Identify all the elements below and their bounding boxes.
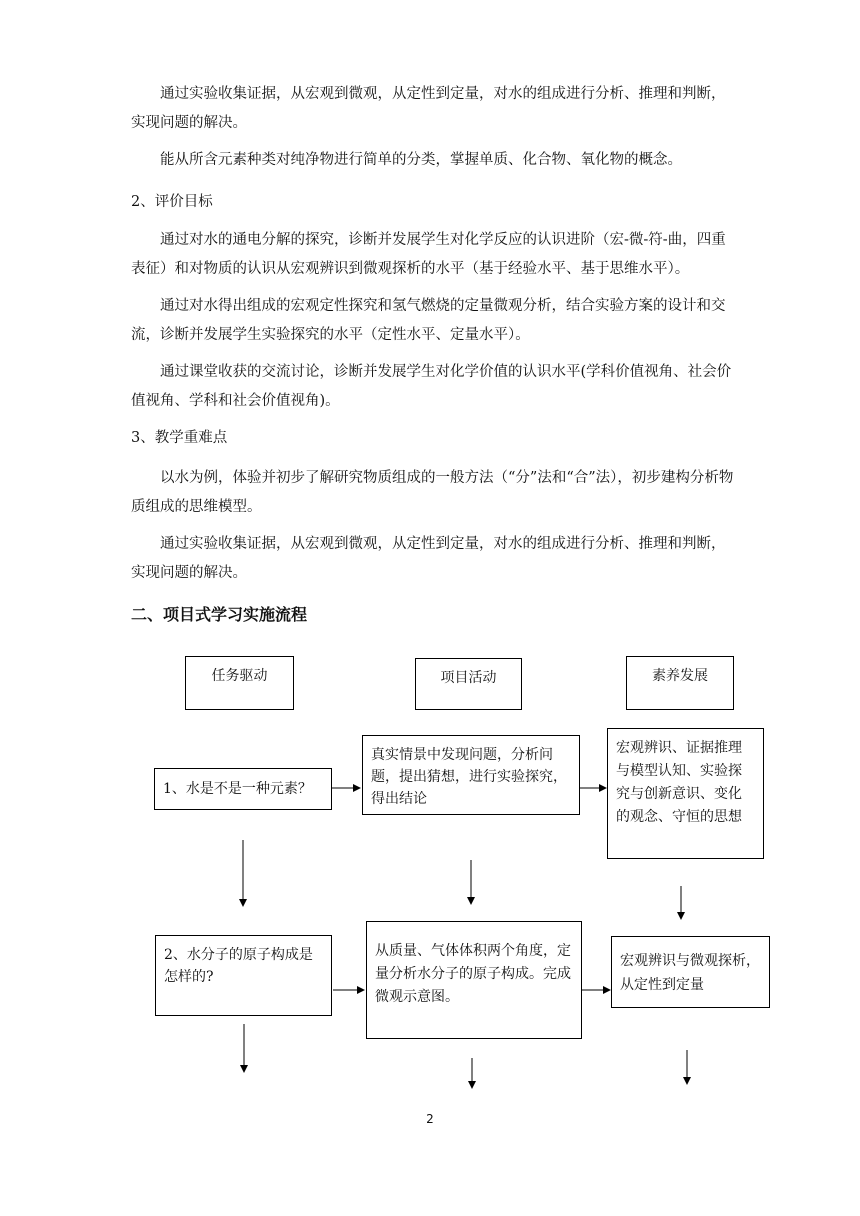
paragraph-5: 通过课堂收获的交流讨论，诊断并发展学生对化学价值的认识水平(学科价值视角、社会价值视角、学科和社会价值视角)。 [131, 364, 732, 409]
section-title: 二、项目式学习实施流程 [131, 605, 308, 624]
heading-key-points: 3、教学重难点 [131, 430, 228, 446]
paragraph-6: 以水为例，体验并初步了解研究物质组成的一般方法（“分”法和“合”法），初步建构分析物质组成的思维模型。 [131, 470, 734, 515]
paragraph-7: 通过实验收集证据，从宏观到微观，从定性到定量，对水的组成进行分析、推理和判断，实现问题的解决。 [131, 536, 726, 581]
paragraph-1: 通过实验收集证据，从宏观到微观，从定性到定量，对水的组成进行分析、推理和判断，实现问题的解决。 [131, 86, 726, 131]
literacy-box-2: 宏观辨识与微观探析，从定性到定量 [611, 936, 770, 1008]
paragraph-3: 通过对水的通电分解的探究，诊断并发展学生对化学反应的认识进阶（宏-微-符-曲，四重表征）和对物质的认识从宏观辨识到微观探析的水平（基于经验水平、基于思维水平）。 [131, 232, 726, 277]
page-number: 2 [426, 1112, 434, 1126]
literacy-box-1: 宏观辨识、证据推理与模型认知、实验探究与创新意识、变化的观念、守恒的思想 [607, 728, 764, 859]
header-task-driven: 任务驱动 [185, 656, 294, 710]
task-box-2: 2、水分子的原子构成是怎样的? [155, 935, 332, 1016]
task-box-1: 1、水是不是一种元素？ [154, 768, 332, 810]
header-literacy-development: 素养发展 [626, 656, 734, 710]
paragraph-2: 能从所含元素种类对纯净物进行简单的分类，掌握单质、化合物、氧化物的概念。 [160, 152, 682, 168]
heading-evaluation-goals: 2、评价目标 [131, 194, 213, 210]
activity-box-2: 从质量、气体体积两个角度，定量分析水分子的原子构成。完成微观示意图。 [366, 921, 582, 1039]
header-project-activity: 项目活动 [415, 658, 522, 710]
activity-box-1: 真实情景中发现问题，分析问题，提出猜想，进行实验探究，得出结论 [362, 735, 580, 815]
paragraph-4: 通过对水得出组成的宏观定性探究和氢气燃烧的定量微观分析，结合实验方案的设计和交流，诊断并发展学生实验探究的水平（定性水平、定量水平）。 [131, 298, 726, 343]
